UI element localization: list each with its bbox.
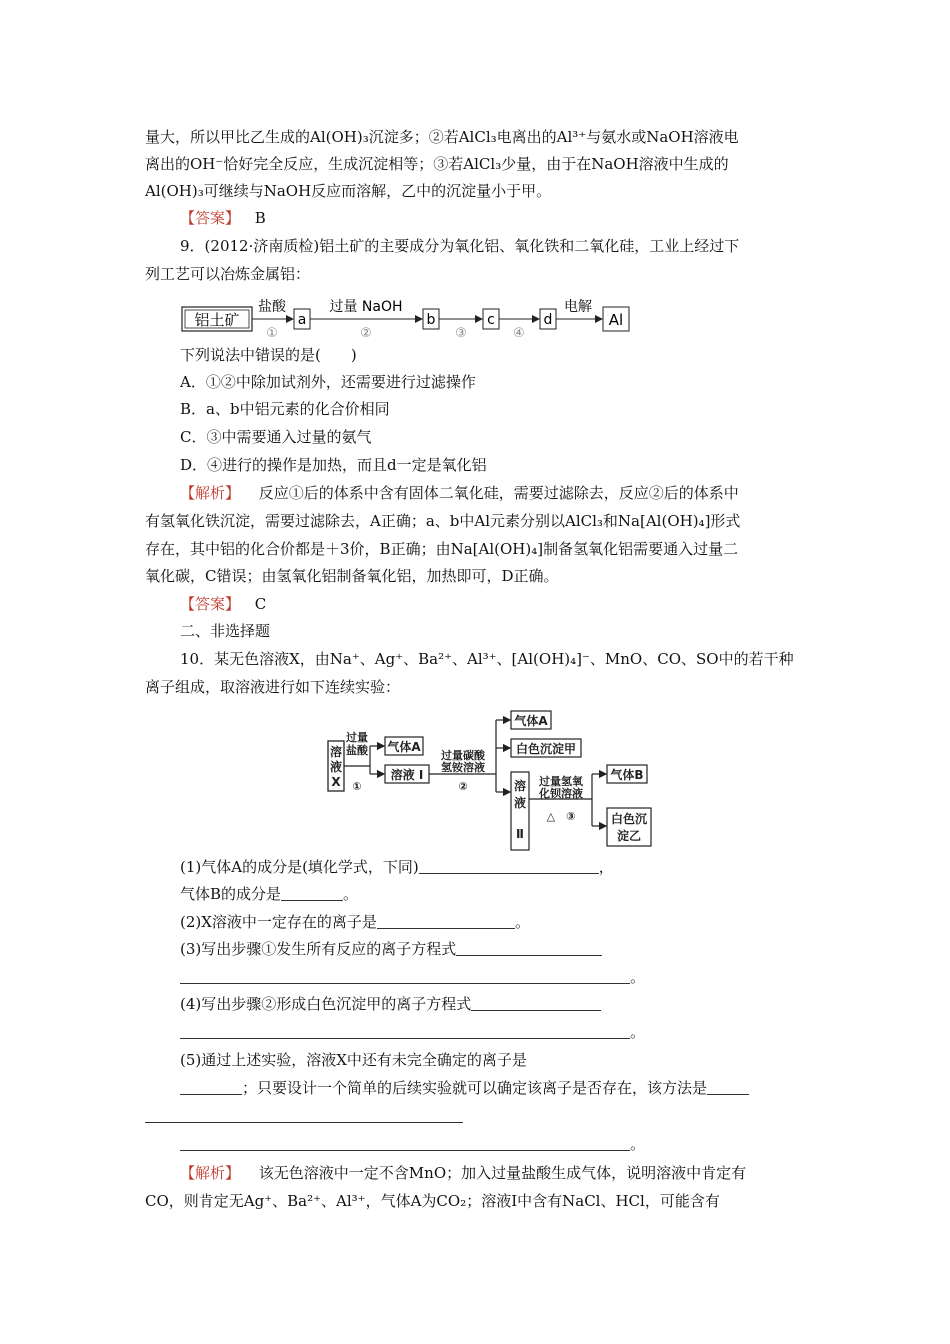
q9-line-2: 列工艺可以冶炼金属铝： (145, 265, 311, 283)
q10-sub-1b (180, 884, 358, 904)
option-c: C．③中需要通入过量的氨气 (180, 428, 372, 446)
text-line: Al(OH)₃可继续与NaOH反应而溶解，乙中的沉淀量小于甲。 (145, 182, 552, 200)
analysis-line-1 (180, 483, 739, 503)
q10-line-1: 10．某无色溶液X，由Na⁺、Ag⁺、Ba²⁺、Al³⁺、[Al(OH)₄]⁻、MnO、CO、SO中的若干种 (180, 650, 794, 668)
step-3: △ ③ (546, 810, 576, 823)
q10-line-2: 离子组成，取溶液进行如下连续实验： (145, 678, 401, 696)
step-1: ① (352, 780, 362, 793)
punct: 。 (514, 913, 530, 931)
flow-a: a (297, 312, 307, 328)
analysis-label: 【解析】 (180, 484, 241, 502)
answer-blank[interactable] (180, 1136, 630, 1151)
punct: 。 (630, 968, 646, 986)
answer-line (180, 594, 266, 614)
option-b: B．a、b中铝元素的化合价相同 (180, 400, 390, 418)
punct: ， (598, 858, 614, 876)
answer-blank[interactable] (471, 996, 601, 1011)
gas-a: 气体A (387, 740, 421, 754)
answer-value: C (254, 595, 267, 613)
solution-2a: 溶 (513, 779, 527, 793)
reagent-1b: 盐酸 (346, 744, 368, 757)
answer-blank[interactable] (377, 914, 515, 929)
reagent-3a: 过量氢氧 (539, 775, 583, 788)
answer-blank[interactable] (180, 1080, 242, 1095)
q10-analysis-line-1 (180, 1163, 746, 1183)
q10-sub-2-text: (2)X溶液中一定存在的离子是 (180, 913, 377, 931)
punct: 。 (630, 1135, 646, 1153)
q10-sub-5-cont2 (180, 1134, 645, 1154)
q10-sub-3 (180, 939, 602, 959)
white-precipitate-b-2: 淀乙 (616, 829, 642, 843)
analysis-line-4: 氧化碳，C错误；由氢氧化铝制备氧化铝，加热即可，D正确。 (145, 567, 559, 585)
flow-step-2: ② (360, 326, 372, 341)
flow-start: 铝土矿 (194, 311, 240, 329)
analysis-text: 该无色溶液中一定不含MnO；加入过量盐酸生成气体，说明溶液中肯定有 (258, 1164, 747, 1182)
q10-sub-2 (180, 912, 530, 932)
sol-x-3: X (331, 775, 341, 789)
step-2: ② (458, 780, 468, 793)
q10-sub-4 (180, 994, 601, 1014)
reagent-2a: 过量碳酸 (441, 749, 485, 762)
q10-sub-5b (180, 1078, 749, 1098)
option-d: D．④进行的操作是加热，而且d一定是氧化铝 (180, 456, 487, 474)
solution-2c: Ⅱ (516, 827, 524, 841)
answer-blank[interactable] (419, 859, 599, 874)
q10-sub-4-cont (180, 1022, 645, 1042)
option-a: A．①②中除加试剂外，还需要进行过滤操作 (180, 373, 476, 391)
q9-stem: 下列说法中错误的是( ) (180, 346, 357, 364)
flow-d: d (543, 312, 553, 328)
white-precipitate-b-1: 白色沉 (610, 812, 648, 826)
answer-value: B (254, 209, 266, 227)
answer-blank[interactable] (707, 1080, 749, 1095)
text-line: 离出的OH⁻恰好完全反应，生成沉淀相等；③若AlCl₃少量，由于在NaOH溶液中生成的 (145, 155, 729, 173)
q10-sub-1-text: (1)气体A的成分是(填化学式，下同) (180, 858, 419, 876)
answer-blank[interactable] (180, 969, 630, 984)
sol-x-2: 液 (329, 760, 343, 774)
q10-sub-3-text: (3)写出步骤①发生所有反应的离子方程式 (180, 940, 457, 958)
section-heading: 二、非选择题 (180, 622, 271, 640)
flow-reagent-2: 过量 NaOH (329, 299, 403, 315)
analysis-label: 【解析】 (180, 1164, 241, 1182)
answer-label: 【答案】 (180, 209, 241, 227)
q9-flowchart (178, 293, 638, 343)
reagent-3b: 化钡溶液 (539, 787, 583, 800)
q10-sub-4-text: (4)写出步骤②形成白色沉淀甲的离子方程式 (180, 995, 472, 1013)
q9-line-1: 9．(2012·济南质检)铝土矿的主要成分为氧化铝、氧化铁和二氧化硅，工业上经过下 (180, 237, 740, 255)
punct: 。 (630, 1023, 646, 1041)
flow-end: Al (608, 311, 624, 329)
analysis-text: 反应①后的体系中含有固体二氧化硅，需要过滤除去，反应②后的体系中 (258, 484, 739, 502)
flow-step-1: ① (266, 326, 278, 341)
flow-b: b (426, 312, 436, 328)
answer-line (180, 208, 266, 228)
answer-blank[interactable] (145, 1108, 463, 1123)
answer-blank[interactable] (456, 941, 602, 956)
q10-sub-5b-text: ；只要设计一个简单的后续实验就可以确定该离子是否存在，该方法是 (242, 1079, 708, 1097)
reagent-2b: 氢铵溶液 (441, 761, 485, 774)
q10-analysis-line-2: CO，则肯定无Ag⁺、Ba²⁺、Al³⁺，气体A为CO₂；溶液Ⅰ中含有NaCl、HCl，可能含有 (145, 1192, 720, 1210)
flow-reagent-5: 电解 (564, 299, 592, 315)
flow-c: c (487, 312, 495, 328)
flow-reagent-1: 盐酸 (258, 299, 286, 315)
solution-1: 溶液 Ⅰ (390, 768, 424, 782)
gas-a-2: 气体A (514, 714, 548, 728)
q10-sub-5-cont (145, 1106, 463, 1126)
text-line: 量大，所以甲比乙生成的Al(OH)₃沉淀多；②若AlCl₃电离出的Al³⁺与氨水或NaOH溶液电 (145, 128, 739, 146)
analysis-line-2: 有氢氧化铁沉淀，需要过滤除去，A正确；a、b中Al元素分别以AlCl₃和Na[Al(OH)₄]形式 (145, 512, 741, 530)
sol-x-1: 溶 (329, 745, 343, 759)
q10-sub-3-cont (180, 967, 645, 987)
analysis-line-3: 存在，其中铝的化合价都是＋3价，B正确；由Na[Al(OH)₄]制备氢氧化铝需要通入过量二 (145, 540, 739, 558)
answer-blank[interactable] (180, 1024, 630, 1039)
flow-step-3: ③ (455, 326, 467, 341)
answer-label: 【答案】 (180, 595, 241, 613)
flow-step-4: ④ (513, 326, 525, 341)
q10-sub-5: (5)通过上述实验，溶液X中还有未完全确定的离子是 (180, 1051, 527, 1069)
punct: 。 (343, 885, 359, 903)
answer-blank[interactable] (281, 886, 343, 901)
white-precipitate-a: 白色沉淀甲 (515, 742, 577, 756)
solution-2b: 液 (513, 796, 527, 810)
q10-sub-1 (180, 857, 614, 877)
reagent-1a: 过量 (346, 731, 368, 744)
q10-sub-1b-text: 气体B的成分是 (180, 885, 282, 903)
gas-b: 气体B (610, 768, 644, 782)
q10-experiment-diagram (326, 708, 686, 853)
